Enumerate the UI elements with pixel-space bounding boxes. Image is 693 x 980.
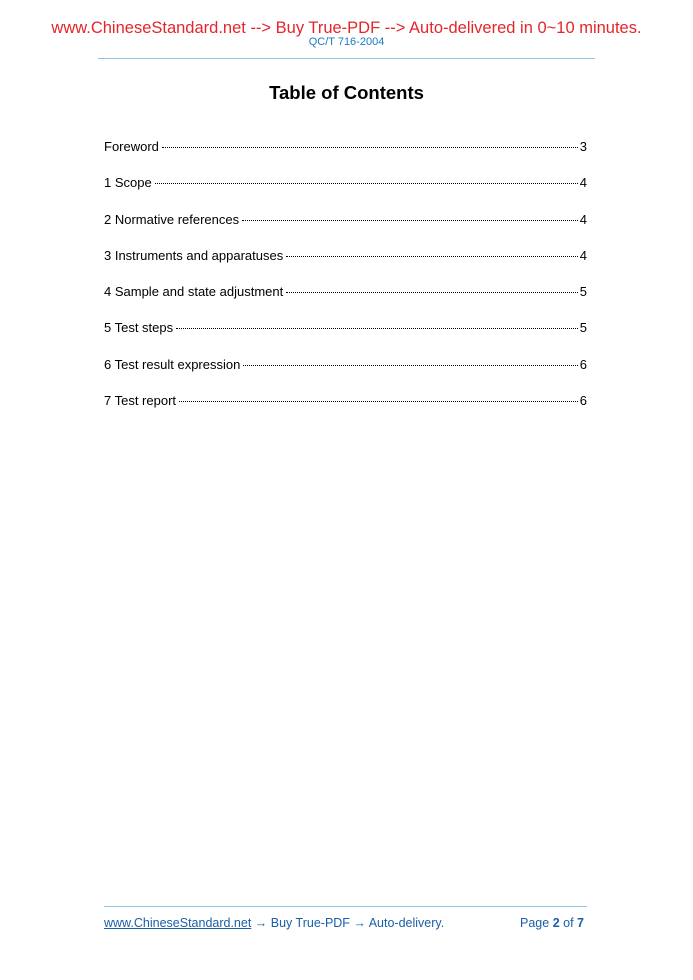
toc-entry-label: 7 Test report xyxy=(104,393,177,409)
total-pages-number: 7 xyxy=(577,916,584,930)
page-of-word: of xyxy=(563,916,574,930)
toc-entry-page: 5 xyxy=(579,284,587,300)
toc-entry-label: 3 Instruments and apparatuses xyxy=(104,247,284,263)
toc-entry-test-report[interactable] xyxy=(104,392,587,428)
top-banner[interactable]: www.ChineseStandard.net --> Buy True-PDF --> Auto-delivered in 0~10 minutes. xyxy=(51,19,642,37)
toc-entry-label: 6 Test result expression xyxy=(104,356,241,372)
toc-entry-page: 4 xyxy=(579,247,587,263)
footer-delivery-text: → Buy True-PDF → Auto-delivery. xyxy=(251,916,445,930)
toc-entry-label: 1 Scope xyxy=(104,175,152,191)
page-title: Table of Contents xyxy=(269,82,424,103)
toc-leader-dots xyxy=(243,365,577,366)
footer-divider xyxy=(104,906,587,907)
toc-leader-dots xyxy=(155,183,578,184)
toc-entry-instruments-and-apparatuses[interactable] xyxy=(104,247,587,283)
toc-entry-page: 4 xyxy=(579,175,587,191)
current-page-number: 2 xyxy=(552,916,560,930)
toc-entry-page: 5 xyxy=(579,320,587,336)
toc-entry-label: 2 Normative references xyxy=(104,211,240,227)
toc-entry-test-steps[interactable] xyxy=(104,319,587,355)
toc-leader-dots xyxy=(162,147,578,148)
toc-entry-scope[interactable] xyxy=(104,174,587,210)
toc-entry-foreword[interactable] xyxy=(104,138,587,174)
header-divider xyxy=(98,58,595,59)
toc-entry-page: 6 xyxy=(579,393,587,409)
footer-site-link[interactable]: www.ChineseStandard.net xyxy=(104,916,252,930)
toc-entry-normative-references[interactable] xyxy=(104,211,587,247)
footer-left xyxy=(104,915,444,931)
toc-leader-dots xyxy=(176,328,578,329)
toc-leader-dots xyxy=(286,292,578,293)
toc-entry-label: Foreword xyxy=(104,139,159,154)
toc-entry-test-result-expression[interactable] xyxy=(104,356,587,392)
page-indicator xyxy=(520,915,584,931)
toc-entry-label: 5 Test steps xyxy=(104,320,174,336)
toc-leader-dots xyxy=(242,220,578,221)
table-of-contents xyxy=(104,138,587,428)
document-code: QC/T 716-2004 xyxy=(308,36,385,48)
toc-entry-sample-and-state-adjustment[interactable] xyxy=(104,283,587,319)
toc-entry-page: 3 xyxy=(579,139,587,154)
toc-leader-dots xyxy=(179,401,578,402)
page-word: Page xyxy=(520,916,550,930)
toc-entry-page: 4 xyxy=(579,211,587,227)
toc-entry-page: 6 xyxy=(579,356,587,372)
toc-leader-dots xyxy=(286,256,578,257)
toc-entry-label: 4 Sample and state adjustment xyxy=(104,284,284,300)
